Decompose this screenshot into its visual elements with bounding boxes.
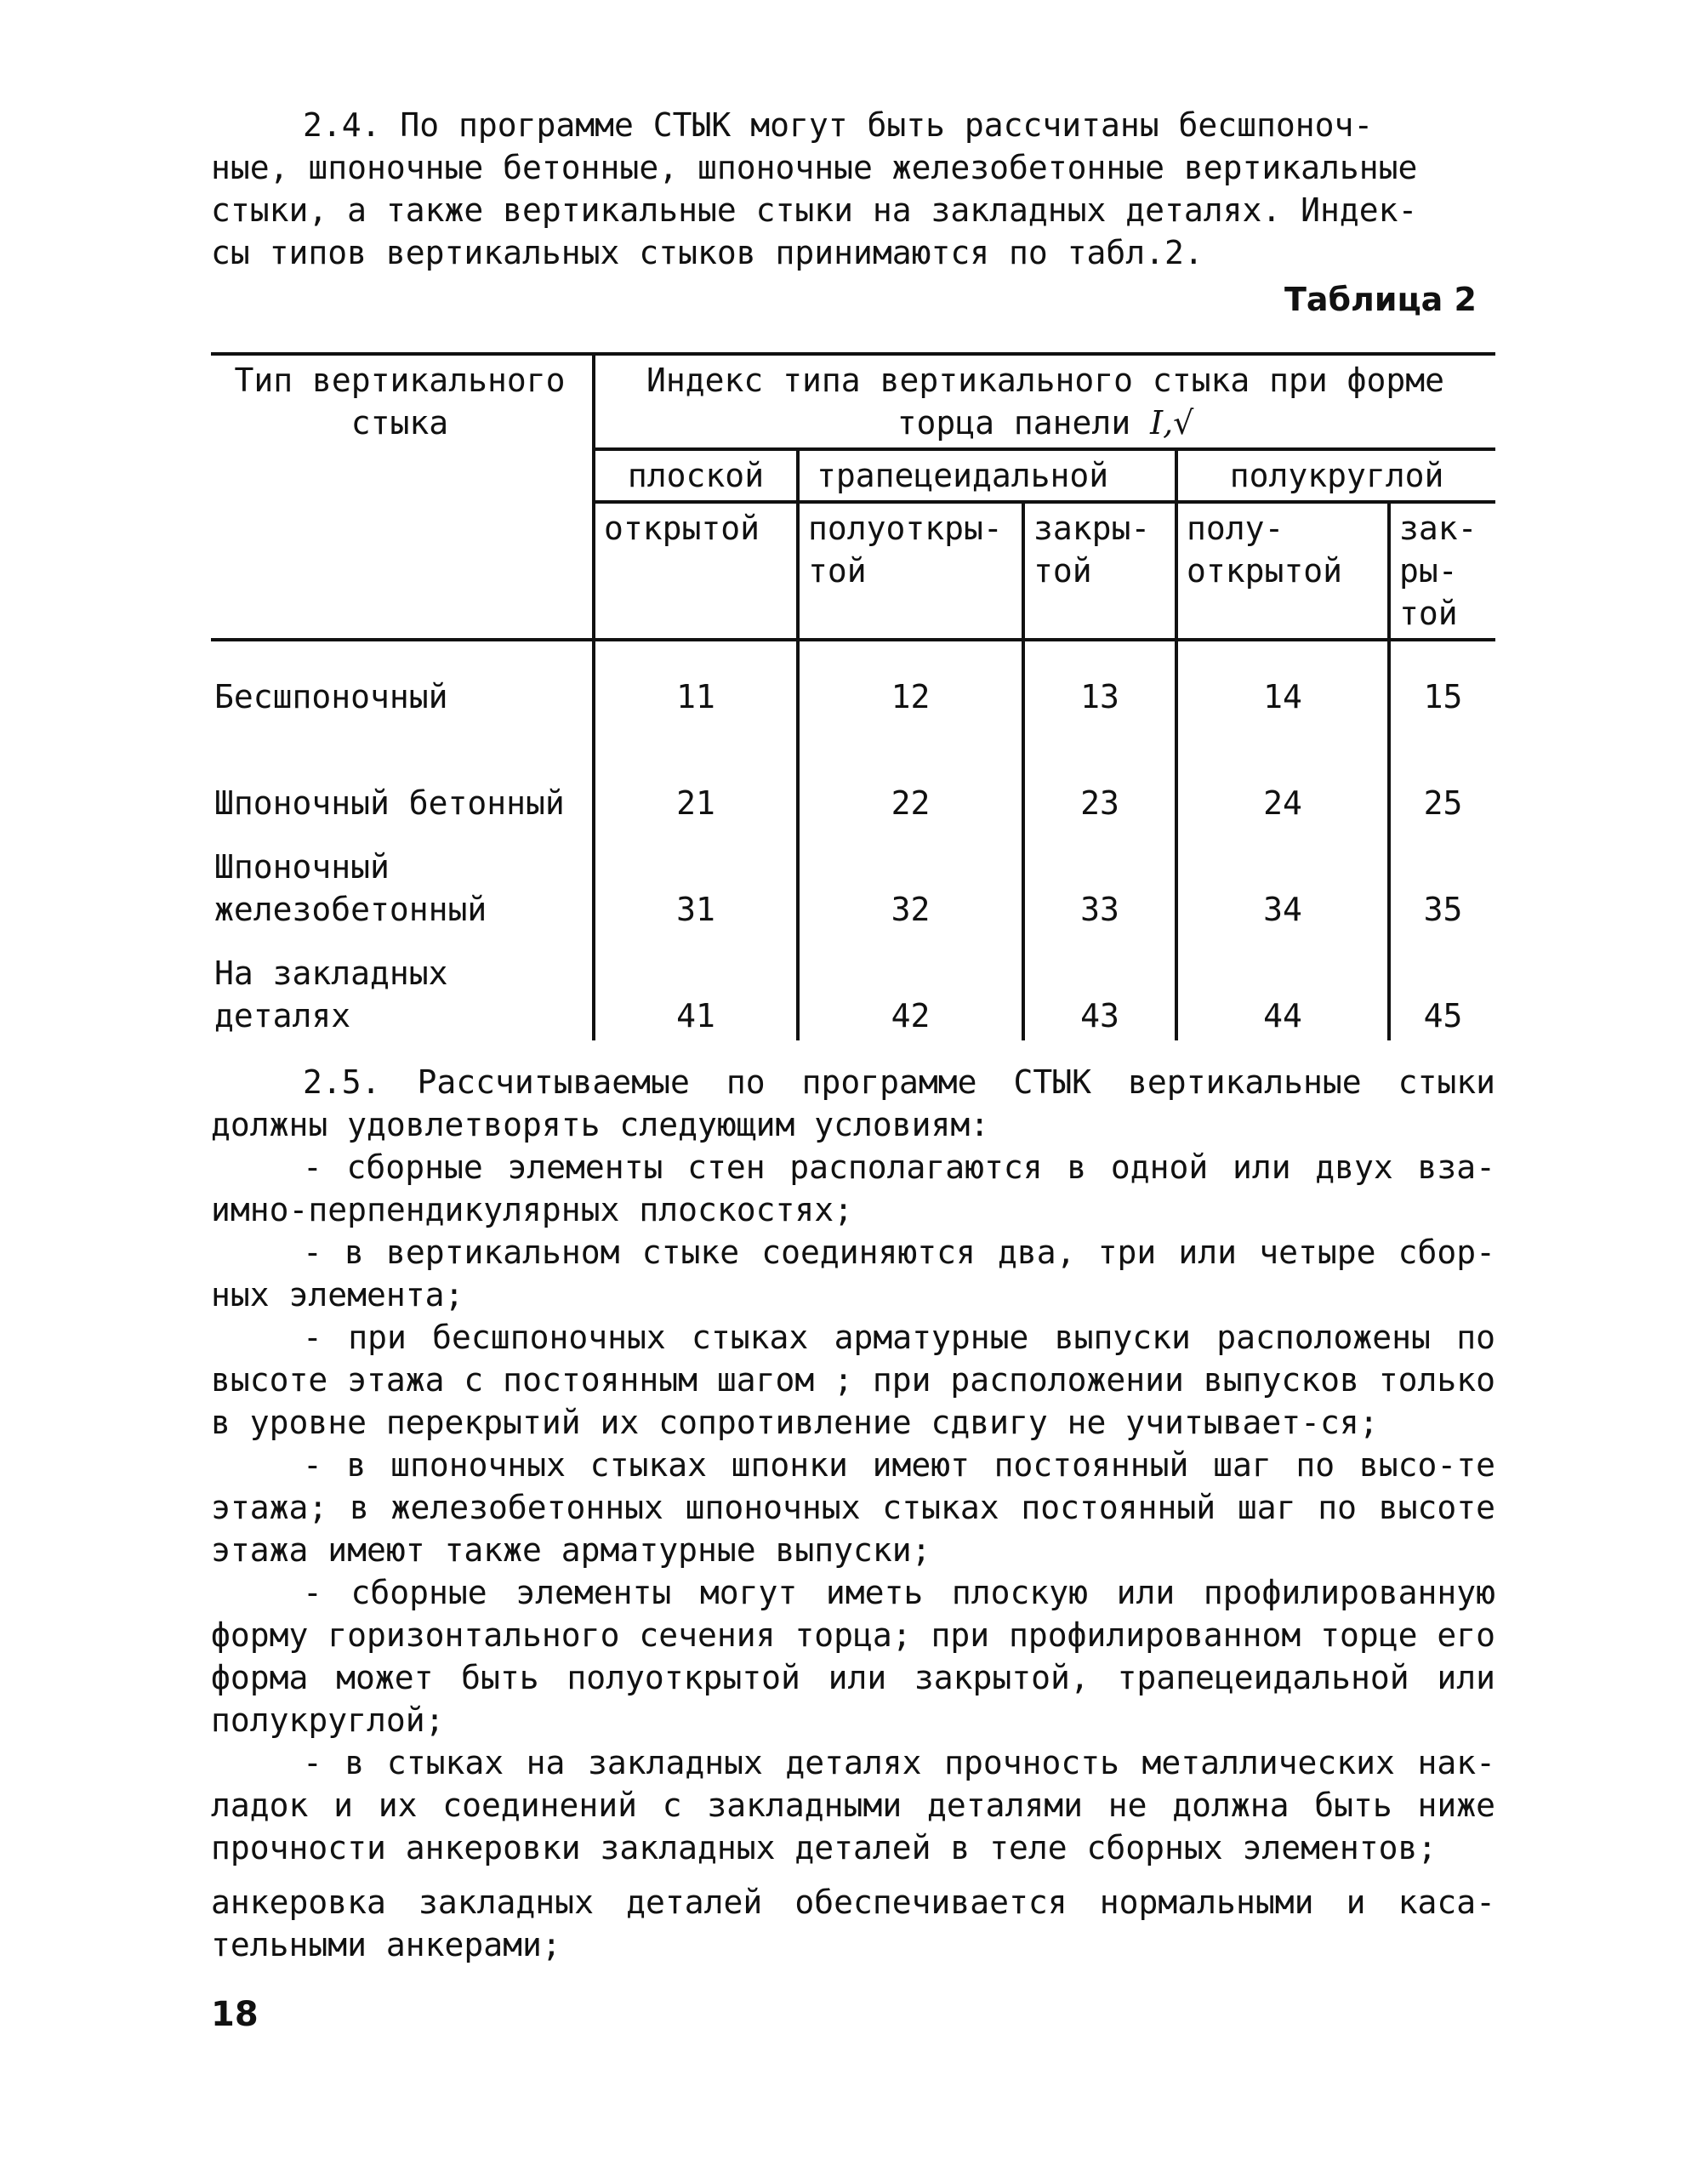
condition-item: - в шпоночных стыках шпонки имеют постоянный шаг по высо-те этажа; в железобетонных шпоночных стыках постоянный шаг по высоте этажа имеют также арматурные выпуски; xyxy=(211,1446,1495,1569)
header-type xyxy=(211,354,594,640)
row-name: Шпоночный бетонный xyxy=(214,784,565,822)
paragraph-2-5 xyxy=(211,1061,1495,1966)
condition-item: - при бесшпоночных стыках арматурные выпуски расположены по высоте этажа с постоянным шагом ; при расположении выпусков только в уровне перекрытий их сопротивление сдвигу не учитывает-ся; xyxy=(211,1319,1495,1441)
header-index xyxy=(594,354,1495,449)
condition-item: - сборные элементы могут иметь плоскую или профилированную форму горизонтального сечения торца; при профилированном торце его форма может быть полуоткрытой или закрытой, трапецеидальной или полукруглой; xyxy=(211,1574,1495,1739)
cell-value: 44 xyxy=(1176,934,1389,1040)
cell-value: 24 xyxy=(1176,721,1389,828)
header-semi: полукруглой xyxy=(1176,449,1495,502)
cell-value: 35 xyxy=(1389,828,1495,934)
header-flat: плоской xyxy=(594,449,798,502)
table-row xyxy=(211,721,1495,828)
header-semi-closed: зак- ры- той xyxy=(1389,502,1495,640)
header-trapez: трапецеидальной xyxy=(798,449,1176,502)
cell-value: 34 xyxy=(1176,828,1389,934)
cell-value: 14 xyxy=(1176,640,1389,721)
row-name: На закладных деталях xyxy=(214,955,448,1034)
cell-value: 32 xyxy=(798,828,1023,934)
cell-value: 31 xyxy=(594,828,798,934)
paragraph-2-4-line: ные, шпоночные бетонные, шпоночные железобетонные вертикальные xyxy=(211,149,1418,186)
header-flat-open: открытой xyxy=(594,502,798,640)
cell-value: 15 xyxy=(1389,640,1495,721)
table-row xyxy=(211,828,1495,934)
paragraph-2-4-line: стыки, а также вертикальные стыки на закладных деталях. Индек- xyxy=(211,191,1418,229)
cell-value: 21 xyxy=(594,721,798,828)
cell-value: 42 xyxy=(798,934,1023,1040)
cell-value: 12 xyxy=(798,640,1023,721)
cell-value: 43 xyxy=(1023,934,1176,1040)
cell-value: 23 xyxy=(1023,721,1176,828)
condition-item: - в вертикальном стыке соединяются два, три или четыре сбор-ных элемента; xyxy=(211,1234,1495,1314)
table-row xyxy=(211,934,1495,1040)
header-type-label: Тип вертикального стыка xyxy=(234,362,566,442)
header-trap-half: полуоткры- той xyxy=(798,502,1023,640)
cell-value: 11 xyxy=(594,640,798,721)
table-caption: Таблица 2 xyxy=(1284,281,1477,318)
condition-tail: анкеровка закладных деталей обеспечивается нормальными и каса-тельными анкерами; xyxy=(211,1884,1495,1963)
header-semi-half: полу- открытой xyxy=(1176,502,1389,640)
condition-item: - сборные элементы стен располагаются в одной или двух вза-имно-перпендикулярных плоскостях; xyxy=(211,1148,1495,1228)
row-name: Шпоночный железобетонный xyxy=(214,848,487,928)
paragraph-2-4-line: сы типов вертикальных стыков принимаются по табл.2. xyxy=(211,234,1204,271)
paragraph-2-4 xyxy=(211,104,1495,274)
page-number: 18 xyxy=(211,1995,259,2034)
table-2 xyxy=(211,352,1495,1040)
cell-value: 45 xyxy=(1389,934,1495,1040)
handwritten-mark: I,√ xyxy=(1150,404,1194,442)
cell-value: 13 xyxy=(1023,640,1176,721)
paragraph-2-4-line: 2.4. По программе СТЫК могут быть рассчитаны бесшпоноч- xyxy=(303,106,1374,144)
paragraph-2-5-intro: 2.5. Рассчитываемые по программе СТЫК вертикальные стыки должны удовлетворять следующим условиям: xyxy=(211,1063,1495,1143)
condition-item: - в стыках на закладных деталях прочность металлических нак-ладок и их соединений с закладными деталями не должна быть ниже прочности анкеровки закладных деталей в теле сборных элементов; xyxy=(211,1744,1495,1866)
cell-value: 33 xyxy=(1023,828,1176,934)
cell-value: 22 xyxy=(798,721,1023,828)
row-name: Бесшпоночный xyxy=(214,678,448,715)
table-row xyxy=(211,640,1495,721)
cell-value: 25 xyxy=(1389,721,1495,828)
header-index-label: Индекс типа вертикального стыка при форме торца панели xyxy=(646,362,1445,442)
header-trap-closed: закры- той xyxy=(1023,502,1176,640)
cell-value: 41 xyxy=(594,934,798,1040)
